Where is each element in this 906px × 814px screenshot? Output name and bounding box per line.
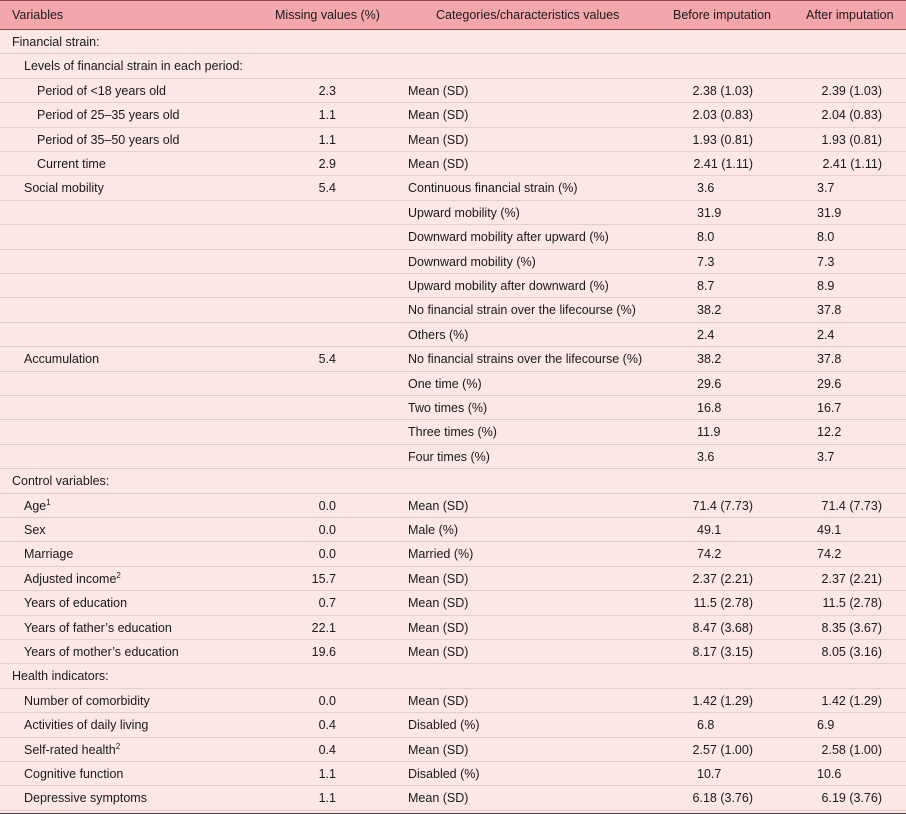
before-imputation-cell: 6.8 [697,718,715,733]
variable-label: Adjusted income [24,571,117,586]
header-variables: Variables [12,8,64,22]
table-row [0,54,906,78]
table-row [0,640,906,664]
table-row [0,786,906,810]
missing-value-cell: 1.1 [318,791,336,806]
variable-label: Number of comorbidity [24,693,150,708]
variable-cell [24,738,120,762]
missing-value-cell: 1.1 [318,132,336,147]
before-imputation-cell: 38.2 [697,352,722,367]
after-imputation-cell: 8.9 [817,279,835,293]
after-imputation-cell: 12.2 [817,425,842,440]
variable-label: Activities of daily living [24,718,149,733]
before-imputation-cell: 2.03 (0.83) [692,108,753,123]
variable-label: Levels of financial strain in each period: [24,59,243,74]
after-imputation-cell: 2.41 (1.11) [822,157,882,171]
before-imputation-cell: 71.4 (7.73) [692,498,753,513]
table-row [0,518,906,542]
variable-label: Cognitive function [24,767,124,781]
after-imputation-cell: 6.19 (3.76) [821,791,882,806]
category-cell: Mean (SD) [408,596,469,611]
category-cell: Mean (SD) [408,83,469,98]
before-imputation-cell: 10.7 [697,767,722,781]
missing-value-cell: 15.7 [311,571,336,586]
variable-cell [24,786,147,810]
category-cell: Downward mobility (%) [408,254,536,269]
variable-label: Period of 35–50 years old [37,132,180,147]
table-header [0,0,906,30]
after-imputation-cell: 2.4 [817,327,835,342]
table-row [0,79,906,103]
table-row [0,616,906,640]
variable-cell [24,640,179,664]
variable-cell [37,152,106,176]
variable-label: Financial strain: [12,35,100,49]
after-imputation-cell: 10.6 [817,767,842,781]
before-imputation-cell: 8.47 (3.68) [692,620,753,635]
footnote-marker: 2 [116,570,121,580]
before-imputation-cell: 2.37 (2.21) [692,571,753,586]
variable-label: Accumulation [24,352,100,367]
table-row [0,396,906,420]
after-imputation-cell: 29.6 [817,376,842,391]
category-cell: Male (%) [408,523,459,537]
header-before-imputation: Before imputation [673,8,771,22]
after-imputation-cell: 6.9 [817,718,835,733]
before-imputation-cell: 2.4 [697,327,715,342]
category-cell: Others (%) [408,327,469,342]
before-imputation-cell: 74.2 [697,547,722,562]
before-imputation-cell: 31.9 [697,205,722,220]
after-imputation-cell: 8.35 (3.67) [821,620,882,635]
category-cell: Married (%) [408,547,474,562]
category-cell: No financial strains over the lifecourse (%) [408,352,643,367]
variable-label: Social mobility [24,181,104,196]
category-cell: One time (%) [408,376,482,391]
category-cell: Mean (SD) [408,108,469,123]
variable-label: Years of education [24,596,128,611]
table-row [0,347,906,371]
after-imputation-cell: 2.04 (0.83) [821,108,882,123]
before-imputation-cell: 11.9 [697,425,721,440]
variable-label: Health indicators: [12,669,109,684]
category-cell: Mean (SD) [408,693,469,708]
category-cell: Three times (%) [408,425,497,440]
footnote-marker: 1 [46,497,51,507]
table-row [0,689,906,713]
variable-label: Marriage [24,547,74,562]
variable-label: Period of <18 years old [37,83,166,98]
variable-cell [24,176,104,200]
category-cell: Continuous financial strain (%) [408,181,578,196]
table-row [0,274,906,298]
table-row [0,128,906,152]
variable-cell [24,762,123,786]
after-imputation-cell: 7.3 [817,254,835,269]
before-imputation-cell: 8.17 (3.15) [692,645,753,659]
variable-cell [24,616,172,640]
category-cell: Downward mobility after upward (%) [408,230,609,245]
category-cell: Four times (%) [408,449,490,464]
category-cell: Upward mobility after downward (%) [408,279,609,293]
after-imputation-cell: 2.39 (1.03) [821,83,882,98]
variable-label: Period of 25–35 years old [37,108,180,123]
variable-cell [37,79,166,103]
category-cell: Mean (SD) [408,498,469,513]
missing-value-cell: 0.0 [318,498,336,513]
before-imputation-cell: 1.93 (0.81) [692,132,753,147]
table-row [0,445,906,469]
before-imputation-cell: 16.8 [697,401,722,415]
after-imputation-cell: 16.7 [817,401,842,415]
category-cell: Mean (SD) [408,132,469,147]
after-imputation-cell: 37.8 [817,352,842,367]
missing-value-cell: 0.0 [318,693,336,708]
table-row [0,298,906,322]
after-imputation-cell: 3.7 [817,449,835,464]
variable-label: Years of father’s education [24,620,172,635]
header-after-imputation: After imputation [806,8,894,22]
variable-label: Age [24,498,47,513]
missing-value-cell: 0.4 [318,718,336,733]
missing-value-cell: 0.4 [318,742,336,757]
category-cell: Mean (SD) [408,791,469,806]
variable-cell [24,689,150,713]
category-cell: Mean (SD) [408,157,469,171]
variable-cell [24,518,46,542]
category-cell: Two times (%) [408,401,488,415]
table-row [0,469,906,493]
before-imputation-cell: 3.6 [697,449,715,464]
table-row [0,201,906,225]
missing-value-cell: 5.4 [318,181,336,196]
table-row [0,420,906,444]
variable-cell [12,30,100,54]
variable-cell [37,103,179,127]
variable-cell [12,469,109,493]
before-imputation-cell: 2.38 (1.03) [692,83,753,98]
after-imputation-cell: 1.42 (1.29) [821,693,882,708]
variable-label: Sex [24,523,46,537]
before-imputation-cell: 6.18 (3.76) [692,791,753,806]
table-row [0,713,906,737]
variable-cell [24,713,148,737]
variable-label: Current time [37,157,106,171]
table-row [0,225,906,249]
missing-value-cell: 2.9 [318,157,336,171]
missing-value-cell: 0.0 [318,547,336,562]
table-row [0,30,906,54]
table-row [0,103,906,127]
after-imputation-cell: 11.5 (2.78) [822,596,882,611]
variable-cell [12,664,109,688]
after-imputation-cell: 8.05 (3.16) [821,645,882,659]
after-imputation-cell: 3.7 [817,181,835,196]
before-imputation-cell: 2.41 (1.11) [693,157,753,171]
missing-value-cell: 1.1 [318,108,336,123]
footnote-marker: 2 [115,741,121,751]
after-imputation-cell: 74.2 [817,547,842,562]
table-row [0,591,906,615]
category-cell: Mean (SD) [408,742,469,757]
missing-value-cell: 5.4 [318,352,336,367]
before-imputation-cell: 2.57 (1.00) [692,742,753,757]
missing-value-cell: 0.7 [318,596,336,611]
before-imputation-cell: 3.6 [697,181,715,196]
table-row [0,664,906,688]
before-imputation-cell: 7.3 [697,254,715,269]
category-cell: No financial strain over the lifecourse (%) [408,303,636,318]
after-imputation-cell: 31.9 [817,205,842,220]
variable-cell [24,542,73,566]
table-row [0,152,906,176]
variable-cell [24,591,127,615]
header-categories: Categories/characteristics values [436,8,620,22]
table-row [0,176,906,200]
table-row [0,762,906,786]
variable-label: Self-rated health [24,742,116,757]
category-cell: Mean (SD) [408,645,469,659]
before-imputation-cell: 11.5 (2.78) [693,596,753,611]
variable-cell [24,494,51,518]
category-cell: Upward mobility (%) [408,205,520,220]
variable-cell [24,347,99,371]
after-imputation-cell: 49.1 [817,523,842,537]
table-row [0,567,906,591]
before-imputation-cell: 29.6 [697,376,722,391]
header-missing-values: Missing values (%) [275,8,380,22]
variable-cell [24,567,121,591]
before-imputation-cell: 1.42 (1.29) [692,693,753,708]
table-row [0,250,906,274]
after-imputation-cell: 2.37 (2.21) [821,571,882,586]
table-row [0,738,906,762]
missing-value-cell: 19.6 [311,645,336,659]
missing-value-cell: 2.3 [318,83,336,98]
table-row [0,542,906,566]
table-row [0,494,906,518]
after-imputation-cell: 1.93 (0.81) [821,132,882,147]
category-cell: Mean (SD) [408,571,469,586]
variable-label: Years of mother’s education [24,645,179,659]
after-imputation-cell: 2.58 (1.00) [821,742,882,757]
category-cell: Disabled (%) [408,718,480,733]
variable-label: Depressive symptoms [24,791,147,806]
before-imputation-cell: 8.7 [697,279,715,293]
before-imputation-cell: 49.1 [697,523,722,537]
table-row [0,372,906,396]
table-row [0,323,906,347]
after-imputation-cell: 71.4 (7.73) [821,498,882,513]
variable-cell [24,54,243,78]
before-imputation-cell: 38.2 [697,303,722,318]
after-imputation-cell: 37.8 [817,303,842,318]
missing-value-cell: 22.1 [311,620,336,635]
after-imputation-cell: 8.0 [817,230,835,245]
variable-cell [37,128,179,152]
missing-value-cell: 0.0 [318,523,336,537]
before-imputation-cell: 8.0 [697,230,715,245]
category-cell: Disabled (%) [408,767,480,781]
category-cell: Mean (SD) [408,620,469,635]
missing-value-cell: 1.1 [318,767,336,781]
variable-label: Control variables: [12,474,110,489]
